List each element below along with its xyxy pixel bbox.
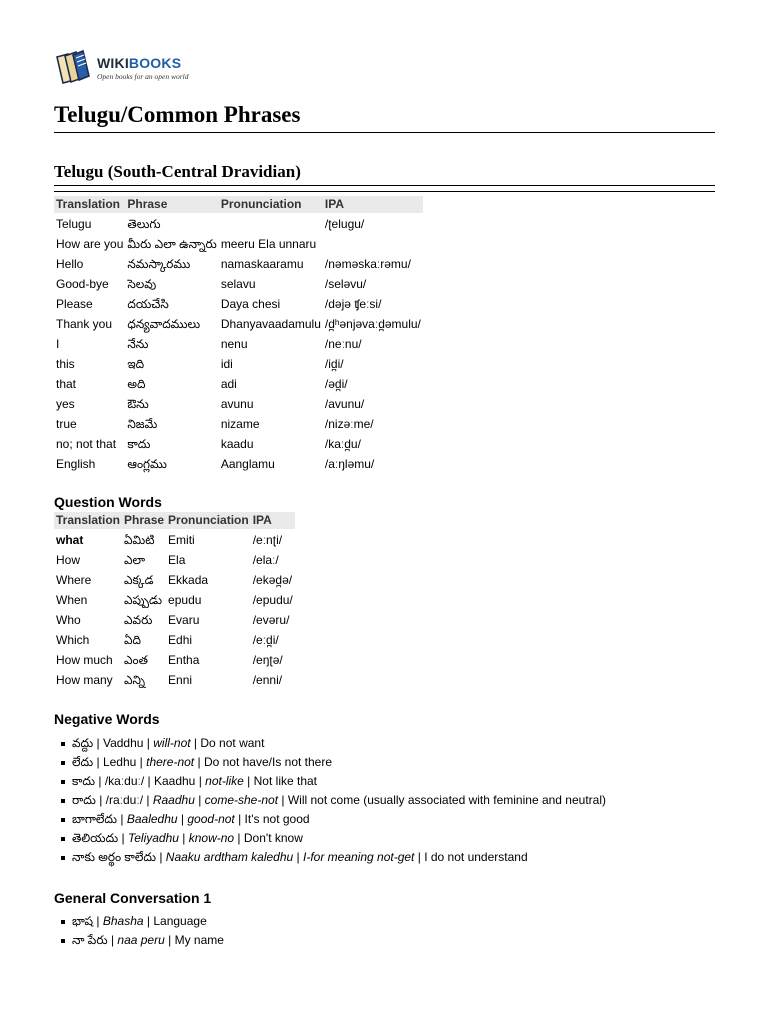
translation-cell: Who [56,613,81,627]
phrase-cell: అది [127,377,146,391]
column-header: IPA [323,196,423,213]
pronunciation-cell: meeru Ela unnaru [220,237,317,251]
pronunciation-cell: Ekkada [168,573,209,587]
table-header-row [54,196,423,213]
translation-cell: Hello [56,257,84,271]
pronunciation-cell: Aanglamu [220,457,275,471]
phrase-cell: ఎంత [124,653,148,667]
pronunciation-cell: avunu [220,397,254,411]
pronunciation-cell: nizame [220,417,260,431]
telugu-word: రాదు [72,793,96,807]
logo-tagline: Open books for an open world [97,71,189,81]
table-row [54,671,295,691]
ipa-cell: /ʈeluɡu/ [324,217,365,231]
ipa-text: /kaːduː/ [104,774,145,788]
gloss: good-not [187,812,235,826]
translation-cell: Which [56,633,90,647]
translation-cell: How [56,553,81,567]
list-item: లేదు | Ledhu | there-not | Do not have/Is not there [72,753,606,772]
table-row [54,275,423,295]
pronunciation-cell: kaadu [220,437,254,451]
phrase-cell: నేను [127,337,149,351]
translation-cell: Where [56,573,92,587]
translation-cell: Good-bye [56,277,109,291]
romanization: Kaadhu [153,774,196,788]
meaning: I do not understand [424,850,528,864]
translation-cell: this [56,357,75,371]
logo-text [97,56,188,81]
column-header: Phrase [125,196,218,213]
translation-cell: When [56,593,88,607]
table-row [54,375,423,395]
gloss: will-not [153,736,191,750]
phrase-cell: ఎవరు [124,613,153,627]
translation-cell: that [56,377,77,391]
ipa-cell: /nəməskaːrəmu/ [324,257,411,271]
gloss: not-like [205,774,244,788]
romanization: Bhasha [102,914,144,928]
table-row [54,355,423,375]
negative-words-list [54,734,606,867]
meaning: Not like that [253,774,318,788]
list-item: వద్దు | Vaddhu | will-not | Do not want [72,734,606,753]
ipa-cell: /əd̪i/ [324,377,348,391]
gloss: I-for meaning not-get [303,850,415,864]
table-row [54,455,423,475]
pronunciation-cell: namaskaaramu [220,257,304,271]
table-row [54,295,423,315]
general-conversation-list [54,912,224,950]
pronunciation-cell: idi [220,357,233,371]
table-row [54,415,423,435]
ipa-cell: /enni/ [252,673,283,687]
translation-cell: How much [56,653,113,667]
table-row [54,255,423,275]
page-title: Telugu/Common Phrases [54,100,715,133]
pronunciation-cell: Edhi [168,633,193,647]
pronunciation-cell: Dhanyavaadamulu [220,317,321,331]
telugu-word: భాష [72,914,94,928]
phrase-cell: ఎన్ని [124,673,146,687]
table-row [54,213,423,235]
table-row [54,235,423,255]
ipa-cell: /elaː/ [252,553,279,567]
gloss: there-not [146,755,195,769]
negative-words-heading: Negative Words [54,711,160,727]
ipa-cell: /evəru/ [252,613,290,627]
meaning: Will not come (usually associated with feminine and neutral) [287,793,606,807]
translation-cell: How are you [56,237,124,251]
column-header: Translation [54,196,125,213]
list-item: కాదు | /kaːduː/ | Kaadhu | not-like | Not like that [72,772,606,791]
column-header: Phrase [124,513,165,527]
phrase-cell: ఏమిటి [124,533,155,547]
pronunciation-cell: adi [220,377,237,391]
logo-word-books: BOOKS [128,54,182,71]
ipa-cell: /id̪i/ [324,357,344,371]
phrase-cell: సెలవు [127,277,157,291]
meaning: Language [153,914,207,928]
translation-cell: Telugu [56,217,92,231]
pronunciation-cell: epudu [168,593,202,607]
wikibooks-logo[interactable] [54,48,188,88]
pronunciation-cell: Ela [168,553,186,567]
ipa-cell: /nizəːme/ [324,417,374,431]
translation-cell: How many [56,673,113,687]
column-header: Pronunciation [168,513,249,527]
ipa-cell: /seləvu/ [324,277,367,291]
meaning: My name [174,933,224,947]
table-header-row [54,512,295,529]
romanization: Baaledhu [126,812,178,826]
column-header: Translation [56,513,121,527]
telugu-word: వద్దు [72,736,94,750]
phrase-cell: దయచేసి [127,297,169,311]
pronunciation-cell: Evaru [168,613,200,627]
ipa-cell [323,235,423,255]
table-row [54,591,295,611]
table-row [54,651,295,671]
meaning: It's not good [244,812,310,826]
phrase-cell: కాదు [127,437,151,451]
question-words-table [54,512,295,691]
romanization: Teliyadhu [128,831,179,845]
ipa-cell: /aːŋləmu/ [324,457,375,471]
phrase-cell: ఇది [127,357,145,371]
translation-cell: Please [56,297,93,311]
ipa-cell: /kaːd̪u/ [324,437,361,451]
table-row [54,551,295,571]
logo-wordmark [97,56,188,70]
list-item: నాకు అర్థం కాలేదు | Naaku ardtham kaledhu | I-for meaning not-get | I do not understand [72,848,606,867]
phrase-cell: ఎప్పుడు [124,593,163,607]
phrase-cell: ధన్యవాదములు [127,317,201,331]
section-rule [54,191,715,192]
phrase-cell: ఎక్కడ [124,573,154,587]
ipa-cell: /d̪ʰənjəvaːd̪əmulu/ [324,317,421,331]
list-item: నా పేరు | naa peru | My name [72,931,224,950]
column-header: IPA [251,512,295,529]
ipa-cell: /eːnʈi/ [252,533,283,547]
translation-cell: Thank you [56,317,113,331]
romanization: Naaku ardtham kaledhu [165,850,294,864]
logo-word-wiki: WIKI [97,54,129,71]
list-item: బాగాలేదు | Baaledhu | good-not | It's not good [72,810,606,829]
translation-cell: English [56,457,96,471]
gloss: know-no [188,831,235,845]
phrase-cell: ఆంగ్లము [127,457,167,471]
phrase-cell: మీరు ఎలా ఉన్నారు [127,237,217,251]
ipa-text: /raːduː/ [105,793,144,807]
telugu-word: తెలియదు [72,831,119,845]
table-row [54,435,423,455]
ipa-cell: /avunu/ [324,397,365,411]
list-item: రాదు | /raːduː/ | Raadhu | come-she-not | Will not come (usually associated with feminine and neutral) [72,791,606,810]
telugu-word: నాకు అర్థం కాలేదు [72,850,156,864]
pronunciation-cell: Entha [168,653,200,667]
ipa-cell: /epudu/ [252,593,293,607]
translation-cell: no; not that [56,437,117,451]
ipa-cell: /neːnu/ [324,337,362,351]
telugu-word: లేదు [72,755,94,769]
phrase-cell: నిజమే [127,417,158,431]
general-conversation-heading: General Conversation 1 [54,890,212,906]
meaning: Don't know [243,831,303,845]
pronunciation-cell [219,213,323,235]
romanization: naa peru [117,933,165,947]
ipa-cell: /eːd̪i/ [252,633,279,647]
pronunciation-cell: Enni [168,673,193,687]
table-row [54,631,295,651]
table-row [54,529,295,551]
romanization: Raadhu [152,793,195,807]
phrase-cell: ఏది [124,633,142,647]
table-row [54,611,295,631]
pronunciation-cell: Daya chesi [220,297,281,311]
phrases-table [54,196,423,475]
translation-cell: true [56,417,77,431]
ipa-cell: /ekəd̪ə/ [252,573,293,587]
meaning: Do not have/Is not there [203,755,333,769]
list-item: తెలియదు | Teliyadhu | know-no | Don't know [72,829,606,848]
column-header: Pronunciation [219,196,323,213]
pronunciation-cell: selavu [220,277,256,291]
meaning: Do not want [200,736,265,750]
section-title: Telugu (South-Central Dravidian) [54,161,715,186]
telugu-word: నా పేరు [72,933,108,947]
phrase-cell: తెలుగు [127,217,161,231]
ipa-cell: /eŋʈə/ [252,653,283,667]
telugu-word: బాగాలేదు [72,812,118,826]
pronunciation-cell: nenu [220,337,248,351]
translation-cell: what [56,533,84,547]
table-row [54,335,423,355]
romanization: Ledhu [102,755,137,769]
translation-cell: yes [56,397,75,411]
pronunciation-cell: Emiti [168,533,195,547]
list-item: భాష | Bhasha | Language [72,912,224,931]
phrase-cell: నమస్కారము [127,257,191,271]
table-row [54,395,423,415]
books-logo-icon [54,49,92,87]
gloss: come-she-not [204,793,279,807]
telugu-word: కాదు [72,774,96,788]
phrase-cell: ఔను [127,397,149,411]
table-row [54,315,423,335]
phrase-cell: ఎలా [124,553,146,567]
translation-cell: I [56,337,60,351]
ipa-cell: /dəjə ʧeːsi/ [324,297,382,311]
table-row [54,571,295,591]
question-words-heading: Question Words [54,494,162,510]
romanization: Vaddhu [102,736,144,750]
